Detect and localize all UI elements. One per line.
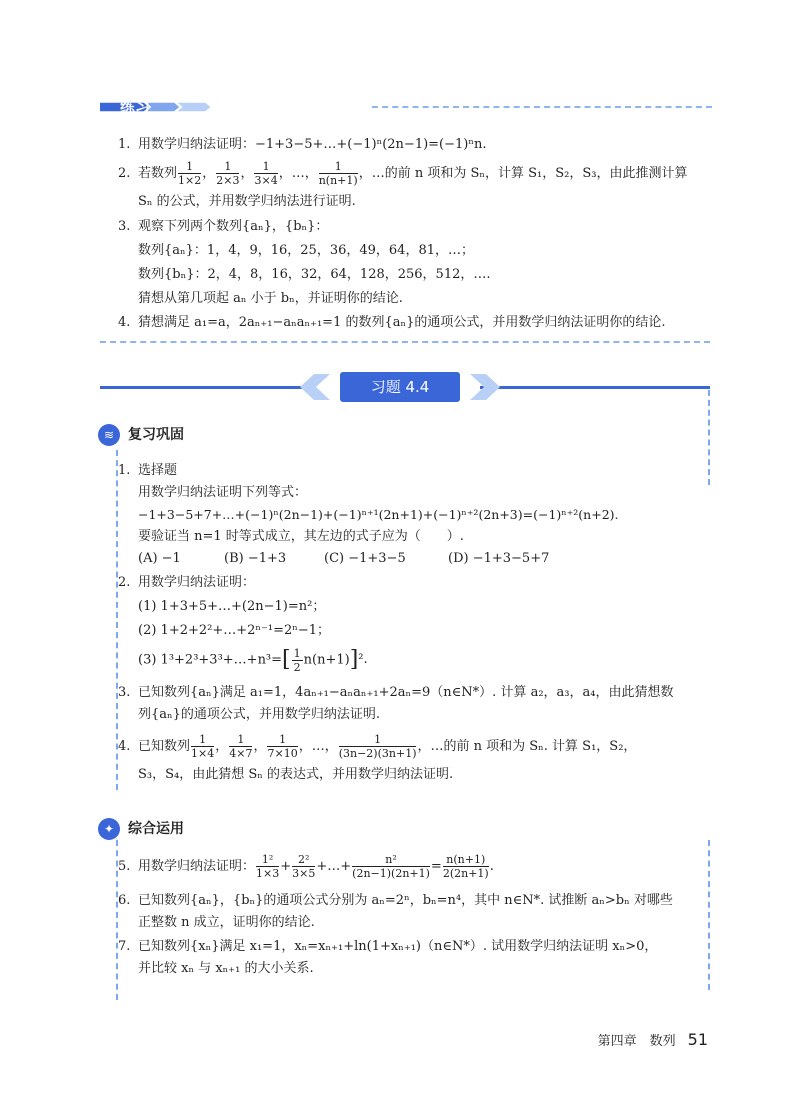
- review-icon: ≋: [98, 424, 120, 446]
- comp-q5: 5. 用数学归纳法证明： $\frac{\text{1²}}{1\times 3}$ + $\frac{\text{2²}}{3\times 5}$ +…+ $\frac{\text{n²}}{(2n-1)(2n+1)}$ = $\frac{n(n+1)}{2(2n+1)}$ .: [118, 853, 494, 880]
- comprehensive-heading: 综合运用: [128, 821, 184, 837]
- review-q3-line2: 列{aₙ}的通项公式，并用数学归纳法证明.: [138, 707, 381, 722]
- review-q2-s3: (3) 1³+2³+3³+…+n³=[ $\frac{1}{2}$ n(n+1)]².: [138, 646, 368, 674]
- practice-item-3-line3: 数列{bₙ}：2，4，8，16，32，64，128，256，512，….: [138, 267, 491, 282]
- review-q1-options: [138, 550, 549, 568]
- page-footer: [598, 1030, 708, 1049]
- review-q3: 3. 已知数列{aₙ}满足 a₁=1，4aₙ₊₁−aₙaₙ₊₁+2aₙ=9（n∈N*）. 计算 a₂，a₃，a₄，由此猜想数: [118, 685, 674, 700]
- comp-q7: 7. 已知数列{xₙ}满足 x₁=1，xₙ=xₙ₊₁+ln(1+xₙ₊₁)（n∈N*）. 试用数学归纳法证明 xₙ>0，: [118, 939, 658, 954]
- review-q2-s1: (1) 1+3+5+…+(2n−1)=n²；: [138, 599, 326, 614]
- divider: [372, 106, 712, 108]
- exercise-title: 习题 4.4: [340, 372, 460, 402]
- comp-q6-line2: 正整数 n 成立，证明你的结论.: [138, 915, 315, 930]
- review-q4: 4. 已知数列 $\frac{1}{1\times 4}$ ， $\frac{1}{4\times 7}$ ， $\frac{1}{7\times 10}$ ，…， $\frac{1}{(3n-2)(3n+1)}$ ，…的前 n 项和为 Sₙ. 计算 S₁，S₂，: [118, 733, 637, 760]
- option-c: (C) −1+3−5: [324, 551, 406, 566]
- review-q1-line3: 要验证当 n=1 时等式成立，其左边的式子应为（ ）.: [138, 529, 464, 544]
- page-number: 51: [687, 1030, 708, 1049]
- review-q1: 1. 选择题: [118, 463, 178, 478]
- review-q1-line1: 用数学归纳法证明下列等式：: [138, 485, 308, 500]
- divider: [100, 386, 310, 389]
- option-b: (B) −1+3: [224, 551, 287, 566]
- comp-q6: 6. 已知数列{aₙ}，{bₙ}的通项公式分别为 aₙ=2ⁿ，bₙ=n⁴，其中 n∈N*. 试推断 aₙ>bₙ 对哪些: [118, 893, 673, 908]
- practice-item-1: 1. 用数学归纳法证明：−1+3−5+…+(−1)ⁿ(2n−1)=(−1)ⁿn.: [118, 137, 487, 152]
- review-q2: 2. 用数学归纳法证明：: [118, 575, 256, 590]
- practice-item-3-line2: 数列{aₙ}：1，4，9，16，25，36，49，64，81，…；: [138, 243, 474, 258]
- review-heading: 复习巩固: [128, 427, 184, 443]
- review-q4-line2: S₃，S₄，由此猜想 Sₙ 的表达式，并用数学归纳法证明.: [138, 767, 454, 782]
- practice-item-2-cont: Sₙ 的公式，并用数学归纳法进行证明.: [138, 194, 356, 209]
- practice-item-2: 2. 若数列 $\frac{1}{1\times 2}$ ， $\frac{1}{2\times 3}$ ， $\frac{1}{3\times 4}$ ，…， $\frac{1}{n(n+1)}$ ，…的前 n 项和为 Sₙ，计算 S₁，S₂，S₃，由此推测计算: [118, 160, 688, 187]
- option-a: (A) −1: [138, 551, 181, 566]
- review-q1-line2: −1+3−5+7+…+(−1)ⁿ(2n−1)+(−1)ⁿ⁺¹(2n+1)+(−1)ⁿ⁺²(2n+3)=(−1)ⁿ⁺²(n+2).: [138, 507, 619, 522]
- comp-q7-line2: 并比较 xₙ 与 xₙ₊₁ 的大小关系.: [138, 961, 314, 976]
- comprehensive-icon: ✦: [98, 818, 120, 840]
- practice-banner: [100, 97, 218, 117]
- divider: [100, 341, 710, 343]
- divider: [708, 840, 710, 990]
- option-d: (D) −1+3−5+7: [448, 551, 550, 566]
- review-q2-s2: (2) 1+2+2²+…+2ⁿ⁻¹=2ⁿ−1；: [138, 623, 331, 638]
- practice-item-4: 4. 猜想满足 a₁=a，2aₙ₊₁−aₙaₙ₊₁=1 的数列{aₙ}的通项公式，并用数学归纳法证明你的结论.: [118, 315, 666, 330]
- practice-banner-label: 练习: [120, 98, 151, 116]
- chapter-label: 第四章 数列: [597, 1034, 676, 1049]
- divider: [708, 390, 710, 485]
- divider: [480, 386, 710, 389]
- practice-item-3: 3. 观察下列两个数列{aₙ}，{bₙ}：: [118, 219, 329, 234]
- practice-item-3-line4: 猜想从第几项起 aₙ 小于 bₙ，并证明你的结论.: [138, 291, 403, 306]
